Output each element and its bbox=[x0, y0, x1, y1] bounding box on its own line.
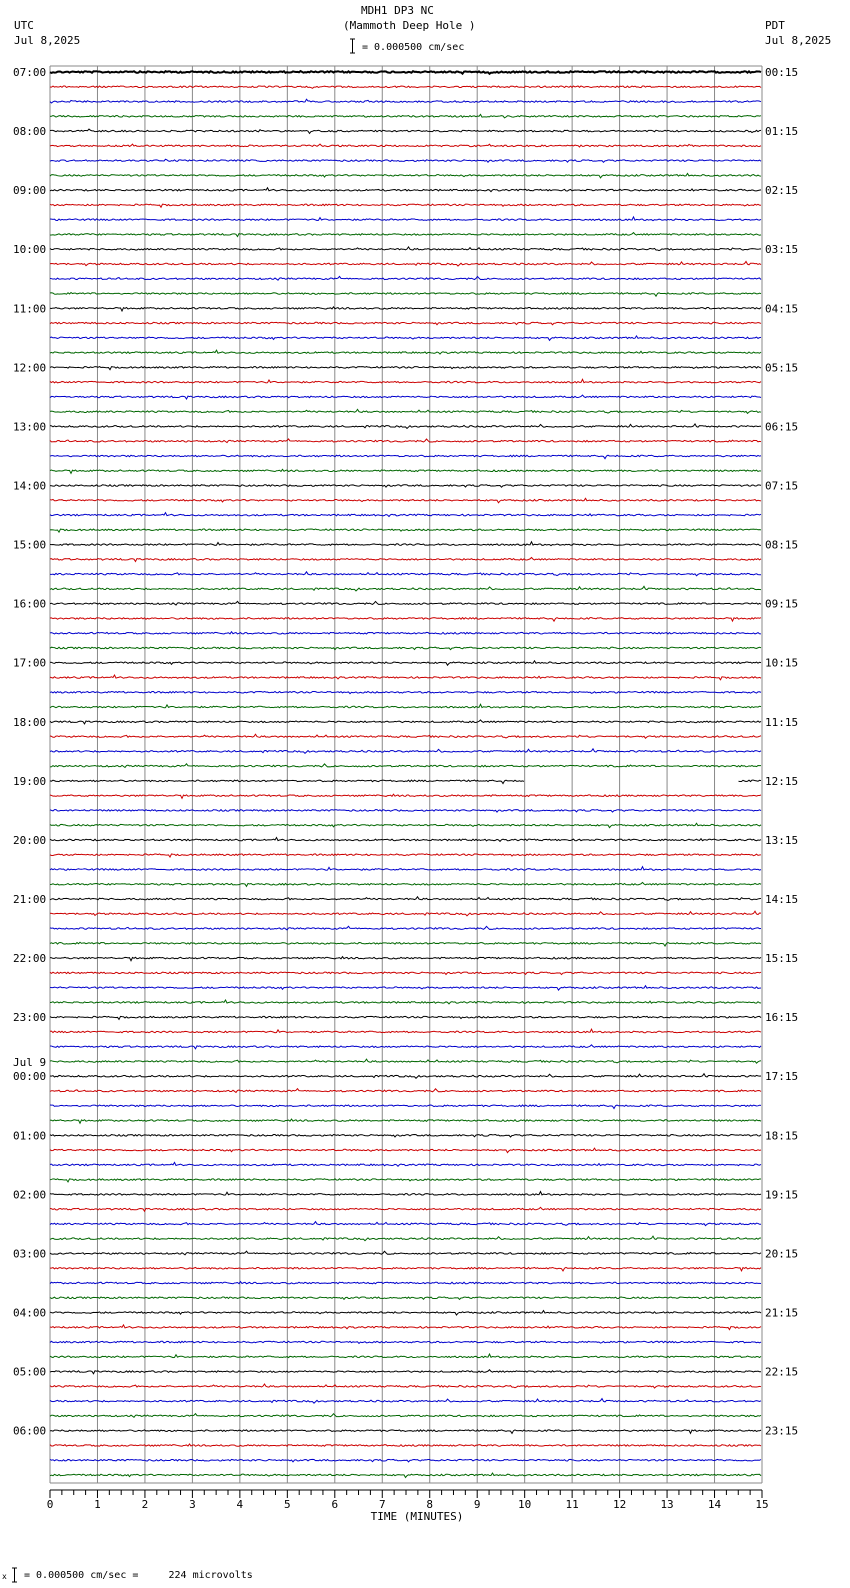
station-subtitle: (Mammoth Deep Hole ) bbox=[343, 19, 476, 32]
left-hour-label: 22:00 bbox=[13, 952, 47, 966]
right-hour-label: 03:15 bbox=[765, 243, 799, 257]
right-hour-label: 21:15 bbox=[765, 1306, 799, 1320]
trace-18 bbox=[50, 336, 761, 340]
trace-43 bbox=[50, 704, 761, 708]
right-hour-label: 23:15 bbox=[765, 1424, 799, 1438]
left-hour-label: 12:00 bbox=[13, 361, 47, 375]
trace-69 bbox=[50, 1089, 761, 1093]
footer-scale-text: = 0.000500 cm/sec = 224 microvolts bbox=[24, 1570, 253, 1581]
right-hour-label: 05:15 bbox=[765, 361, 799, 375]
trace-19 bbox=[50, 350, 761, 354]
trace-34 bbox=[50, 572, 761, 576]
trace-11 bbox=[50, 233, 761, 237]
x-tick-label: 13 bbox=[660, 1498, 674, 1511]
left-hour-label: 20:00 bbox=[13, 833, 47, 847]
right-hour-label: 14:15 bbox=[765, 893, 799, 907]
right-hour-label: 16:15 bbox=[765, 1011, 799, 1025]
trace-55 bbox=[50, 882, 761, 886]
trace-89 bbox=[50, 1384, 761, 1388]
right-hour-label: 00:15 bbox=[765, 66, 799, 79]
right-hour-label: 04:15 bbox=[765, 302, 799, 316]
trace-30 bbox=[50, 513, 761, 517]
scale-text: = 0.000500 cm/sec bbox=[362, 42, 465, 53]
trace-65 bbox=[50, 1029, 761, 1033]
left-hour-label: 05:00 bbox=[13, 1365, 47, 1379]
x-tick-label: 0 bbox=[46, 1498, 54, 1511]
trace-92 bbox=[50, 1430, 761, 1434]
trace-13 bbox=[50, 261, 761, 266]
trace-94 bbox=[50, 1459, 761, 1461]
x-tick-label: 14 bbox=[707, 1498, 722, 1511]
right-hour-label: 17:15 bbox=[765, 1070, 799, 1084]
trace-75 bbox=[50, 1179, 761, 1182]
trace-35 bbox=[50, 586, 761, 591]
trace-71 bbox=[50, 1119, 761, 1123]
trace-91 bbox=[50, 1414, 761, 1418]
trace-90 bbox=[50, 1399, 761, 1404]
traces bbox=[50, 71, 761, 1477]
right-hour-label: 19:15 bbox=[765, 1188, 799, 1202]
right-hour-label: 22:15 bbox=[765, 1365, 799, 1379]
trace-5 bbox=[50, 144, 761, 147]
right-hour-label: 11:15 bbox=[765, 715, 799, 729]
trace-38 bbox=[50, 632, 761, 634]
trace-70 bbox=[50, 1105, 761, 1109]
right-hour-label: 09:15 bbox=[765, 597, 799, 611]
trace-50 bbox=[50, 810, 761, 812]
trace-25 bbox=[50, 439, 761, 443]
trace-44 bbox=[50, 720, 761, 724]
trace-61 bbox=[50, 972, 761, 974]
right-timezone: PDT bbox=[765, 19, 785, 32]
trace-53 bbox=[50, 854, 761, 857]
trace-14 bbox=[50, 276, 761, 280]
trace-37 bbox=[50, 618, 761, 622]
right-hour-label: 15:15 bbox=[765, 952, 799, 966]
left-hour-label: 06:00 bbox=[13, 1424, 47, 1438]
left-hour-label: 03:00 bbox=[13, 1247, 47, 1261]
trace-3 bbox=[50, 114, 761, 117]
trace-80 bbox=[50, 1251, 761, 1255]
trace-95 bbox=[50, 1473, 761, 1477]
left-hour-label: 01:00 bbox=[13, 1129, 47, 1143]
right-hour-label: 20:15 bbox=[765, 1247, 799, 1261]
trace-67 bbox=[50, 1059, 761, 1063]
trace-73 bbox=[50, 1148, 761, 1152]
left-date: Jul 8,2025 bbox=[14, 34, 81, 47]
trace-76 bbox=[50, 1192, 761, 1196]
date-change-label: Jul 9 bbox=[13, 1056, 47, 1070]
x-tick-label: 9 bbox=[473, 1498, 481, 1511]
left-hour-label: 23:00 bbox=[13, 1011, 47, 1025]
trace-2 bbox=[50, 99, 761, 103]
trace-66 bbox=[50, 1045, 761, 1049]
trace-1 bbox=[50, 86, 761, 88]
trace-17 bbox=[50, 322, 761, 324]
x-tick-label: 15 bbox=[755, 1498, 769, 1511]
trace-72 bbox=[50, 1135, 761, 1137]
trace-9 bbox=[50, 204, 761, 207]
trace-42 bbox=[50, 691, 761, 693]
left-hour-label: 11:00 bbox=[13, 302, 47, 316]
trace-51 bbox=[50, 823, 761, 827]
trace-46 bbox=[50, 749, 761, 754]
trace-93 bbox=[50, 1444, 761, 1446]
trace-57 bbox=[50, 911, 761, 916]
trace-26 bbox=[50, 455, 761, 459]
trace-87 bbox=[50, 1354, 761, 1358]
trace-40 bbox=[50, 661, 761, 665]
right-date: Jul 8,2025 bbox=[765, 34, 832, 47]
trace-41 bbox=[50, 675, 761, 680]
trace-85 bbox=[50, 1325, 761, 1330]
x-tick-label: 10 bbox=[518, 1498, 532, 1511]
trace-56 bbox=[50, 897, 761, 901]
footer-mark: x bbox=[2, 1572, 7, 1581]
trace-60 bbox=[50, 957, 761, 961]
trace-20 bbox=[50, 367, 761, 370]
trace-31 bbox=[50, 529, 761, 532]
trace-52 bbox=[50, 838, 761, 842]
station-title: MDH1 DP3 NC bbox=[361, 4, 434, 17]
trace-15 bbox=[50, 292, 761, 296]
x-tick-label: 5 bbox=[284, 1498, 291, 1511]
trace-59 bbox=[50, 942, 761, 946]
trace-12 bbox=[50, 247, 761, 251]
x-axis-label: TIME (MINUTES) bbox=[370, 1510, 464, 1523]
trace-77 bbox=[50, 1207, 761, 1211]
left-hour-label: 15:00 bbox=[13, 538, 47, 552]
trace-6 bbox=[50, 159, 761, 162]
trace-23 bbox=[50, 409, 761, 413]
trace-58 bbox=[50, 926, 761, 930]
x-tick-label: 12 bbox=[612, 1498, 627, 1511]
trace-33 bbox=[50, 558, 761, 562]
x-axis bbox=[47, 1490, 769, 1511]
left-hour-label: 02:00 bbox=[13, 1188, 47, 1202]
left-hour-label: 13:00 bbox=[13, 420, 47, 434]
right-hour-label: 12:15 bbox=[765, 774, 799, 788]
left-hour-label: 09:00 bbox=[13, 184, 47, 198]
trace-81 bbox=[50, 1267, 761, 1271]
trace-63 bbox=[50, 1000, 761, 1004]
x-tick-label: 1 bbox=[94, 1498, 101, 1511]
trace-22 bbox=[50, 395, 761, 399]
right-hour-label: 02:15 bbox=[765, 184, 799, 198]
left-hour-label: 18:00 bbox=[13, 715, 47, 729]
trace-64 bbox=[50, 1016, 761, 1019]
left-hour-label: 19:00 bbox=[13, 774, 47, 788]
x-tick-label: 8 bbox=[426, 1498, 434, 1511]
trace-47 bbox=[50, 764, 761, 768]
trace-7 bbox=[50, 173, 761, 177]
left-hour-label: 04:00 bbox=[13, 1306, 47, 1320]
right-hour-label: 08:15 bbox=[765, 538, 799, 552]
footer-scale-icon bbox=[12, 1567, 17, 1583]
trace-28 bbox=[50, 485, 761, 487]
trace-49 bbox=[50, 794, 761, 798]
trace-10 bbox=[50, 217, 761, 221]
x-tick-label: 11 bbox=[565, 1498, 579, 1511]
trace-36 bbox=[50, 601, 761, 605]
left-hour-label: 14:00 bbox=[13, 479, 47, 493]
right-hour-label: 13:15 bbox=[765, 833, 799, 847]
trace-86 bbox=[50, 1341, 761, 1343]
right-hour-label: 01:15 bbox=[765, 125, 799, 139]
x-tick-label: 7 bbox=[378, 1498, 386, 1511]
left-hour-label: 07:00 bbox=[13, 66, 47, 79]
trace-79 bbox=[50, 1236, 761, 1241]
right-hour-label: 18:15 bbox=[765, 1129, 799, 1143]
trace-54 bbox=[50, 867, 761, 871]
trace-74 bbox=[50, 1162, 761, 1166]
left-hour-label: 17:00 bbox=[13, 656, 47, 670]
left-hour-label: 00:00 bbox=[13, 1070, 47, 1084]
left-hour-label: 21:00 bbox=[13, 893, 47, 907]
right-labels bbox=[765, 66, 798, 1438]
trace-68 bbox=[50, 1074, 761, 1079]
trace-8 bbox=[50, 188, 761, 192]
x-tick-label: 2 bbox=[141, 1498, 149, 1511]
trace-62 bbox=[50, 986, 761, 990]
trace-88 bbox=[50, 1370, 761, 1374]
left-hour-label: 08:00 bbox=[13, 125, 47, 139]
trace-29 bbox=[50, 498, 761, 502]
trace-78 bbox=[50, 1222, 761, 1226]
trace-4 bbox=[50, 129, 761, 133]
trace-27 bbox=[50, 469, 761, 473]
left-hour-label: 10:00 bbox=[13, 243, 47, 257]
trace-83 bbox=[50, 1297, 761, 1299]
x-tick-label: 4 bbox=[236, 1498, 244, 1511]
trace-32 bbox=[50, 542, 761, 546]
right-hour-label: 06:15 bbox=[765, 420, 799, 434]
trace-16 bbox=[50, 307, 761, 311]
trace-21 bbox=[50, 379, 761, 383]
right-hour-label: 10:15 bbox=[765, 656, 799, 670]
trace-24 bbox=[50, 424, 761, 429]
trace-45 bbox=[50, 734, 761, 738]
trace-39 bbox=[50, 647, 761, 649]
trace-82 bbox=[50, 1282, 761, 1284]
trace-0 bbox=[50, 71, 761, 74]
left-labels bbox=[13, 66, 46, 1438]
left-timezone: UTC bbox=[14, 19, 34, 32]
trace-84 bbox=[50, 1311, 761, 1315]
x-tick-label: 6 bbox=[331, 1498, 339, 1511]
trace-48 bbox=[50, 780, 761, 784]
left-hour-label: 16:00 bbox=[13, 597, 47, 611]
x-tick-label: 3 bbox=[189, 1498, 196, 1511]
right-hour-label: 07:15 bbox=[765, 479, 799, 493]
